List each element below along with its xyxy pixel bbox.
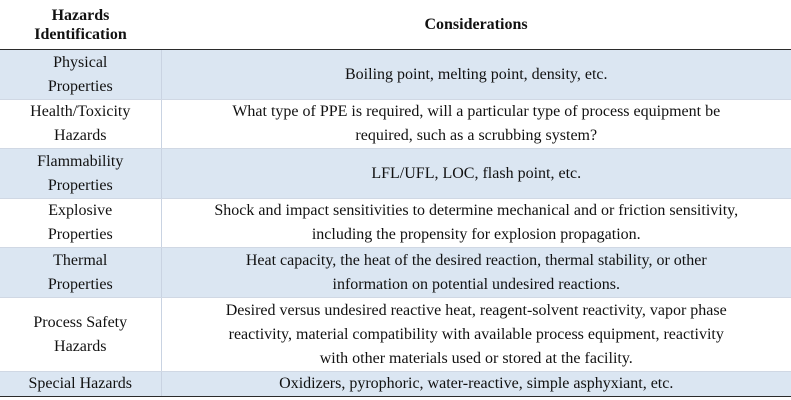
hazard-cell [0, 372, 161, 397]
consideration-cell [161, 149, 791, 199]
hazard-line: Flammability [37, 152, 124, 170]
header-col1-line2: Identification [34, 25, 127, 43]
hazard-line: Hazards [54, 337, 107, 355]
consideration-cell [161, 372, 791, 397]
hazard-line: Health/Toxicity [30, 103, 131, 120]
consideration-line: including the propensity for explosion propagation. [311, 226, 641, 243]
consideration-line: What type of PPE is required, will a particular type of process equipment be [232, 103, 721, 120]
hazard-line: Explosive [48, 202, 113, 219]
hazard-line: Properties [47, 77, 113, 95]
consideration-line: reactivity, material compatibility with available process equipment, reactivity [228, 325, 724, 343]
consideration-line: information on potential undesired reactions. [332, 275, 620, 293]
hazard-line: Hazards [54, 127, 107, 144]
consideration-line: LFL/UFL, LOC, flash point, etc. [371, 164, 582, 182]
hazard-cell [0, 298, 161, 372]
hazard-line: Physical [53, 53, 108, 71]
hazard-cell [0, 199, 161, 248]
table-row-thermal-properties [0, 248, 791, 298]
hazard-cell [0, 100, 161, 149]
table-row-explosive-properties [0, 199, 791, 248]
hazard-cell [0, 149, 161, 199]
hazard-line: Thermal [53, 251, 108, 269]
consideration-cell [161, 248, 791, 298]
table-row-health-toxicity-hazards [0, 100, 791, 149]
hazard-cell [0, 248, 161, 298]
consideration-cell [161, 100, 791, 149]
consideration-line: Heat capacity, the heat of the desired reaction, thermal stability, or other [245, 251, 707, 269]
consideration-line: Shock and impact sensitivities to determine mechanical and or friction sensitivity, [214, 202, 739, 219]
hazard-line: Properties [47, 176, 113, 194]
table-header-row [0, 0, 791, 50]
header-considerations: Considerations [161, 0, 791, 50]
hazard-cell [0, 50, 161, 100]
hazard-line: Properties [47, 226, 113, 243]
consideration-line: required, such as a scrubbing system? [355, 127, 598, 144]
table-row-physical-properties [0, 50, 791, 100]
header-hazards-identification [0, 0, 161, 50]
consideration-cell [161, 199, 791, 248]
consideration-cell [161, 50, 791, 100]
consideration-line: Oxidizers, pyrophoric, water-reactive, simple asphyxiant, etc. [279, 375, 674, 392]
hazard-line: Special Hazards [28, 375, 132, 392]
table-row-process-safety-hazards [0, 298, 791, 372]
consideration-line: Desired versus undesired reactive heat, reagent-solvent reactivity, vapor phase [225, 301, 727, 319]
header-col1-line1: Hazards [51, 6, 110, 24]
table-row-flammability-properties [0, 149, 791, 199]
consideration-line: with other materials used or stored at the facility. [319, 349, 633, 367]
consideration-cell [161, 298, 791, 372]
consideration-line: Boiling point, melting point, density, etc. [345, 65, 608, 83]
hazard-line: Process Safety [33, 313, 128, 331]
table-row-special-hazards [0, 372, 791, 397]
hazard-line: Properties [47, 275, 113, 293]
